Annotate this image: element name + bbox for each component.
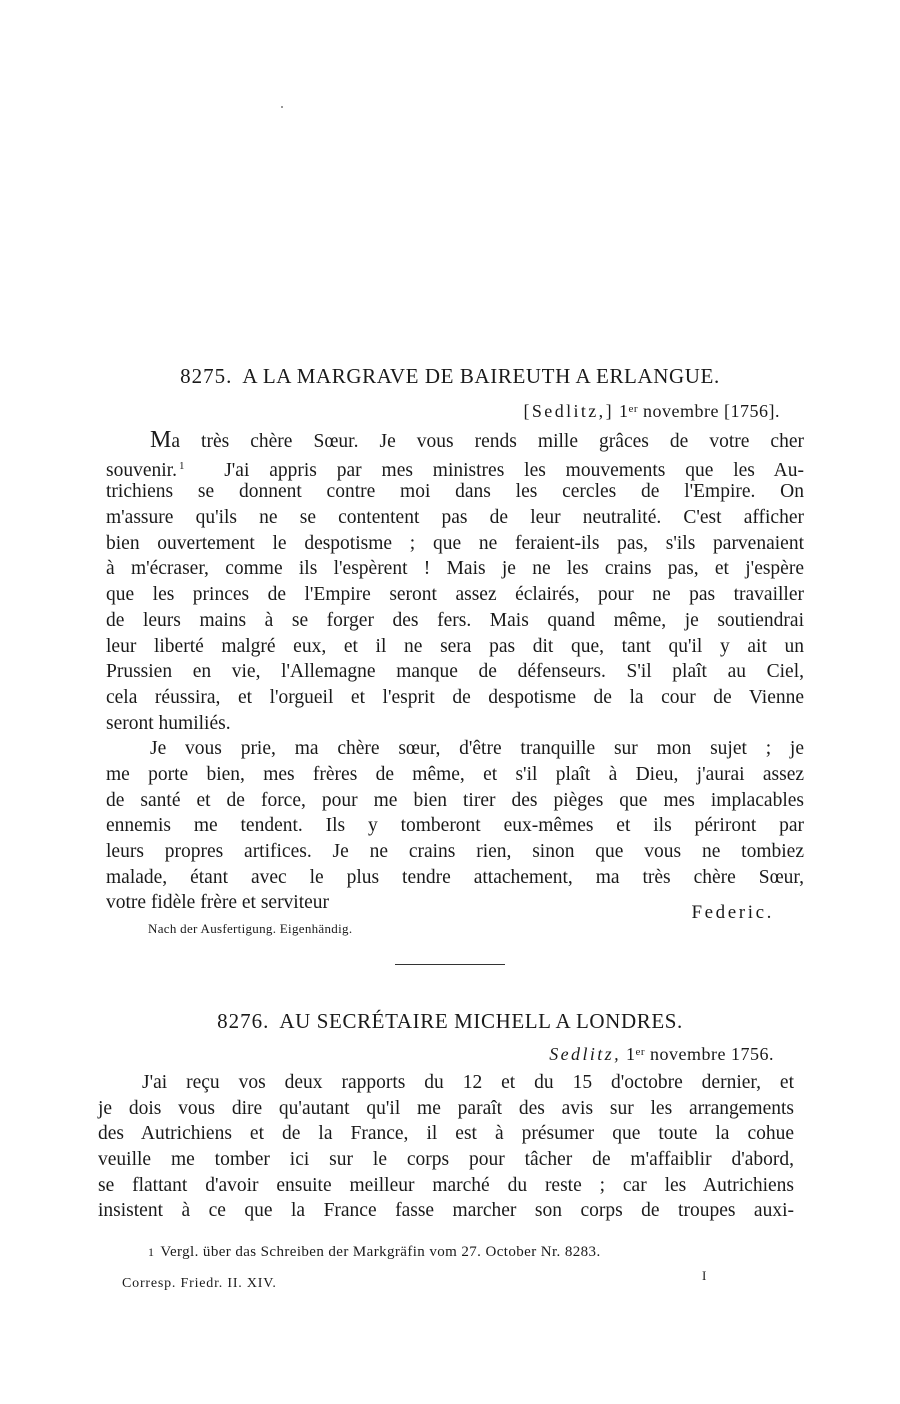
date-place: [Sedlitz,]	[523, 401, 614, 421]
date-day: 1	[625, 1044, 636, 1064]
text-line-content: m'assure qu'ils ne se contentent pas de leur neutralité. C'est afficher	[106, 507, 804, 529]
footnote	[148, 1244, 601, 1261]
text-line	[106, 865, 804, 891]
footnote-number: 1	[148, 1245, 155, 1259]
text-line-content: des Autrichiens et de la France, il est à présumer que toute la cohue	[98, 1123, 794, 1145]
text-line-content: Je vous prie, ma chère sœur, d'être tranquille sur mon sujet ; je	[150, 738, 804, 760]
text-line-content: me porte bien, mes frères de même, et s'il plaît à Dieu, j'aurai assez	[106, 763, 804, 785]
text-line-content: souvenir.	[106, 459, 177, 481]
footnote-text: Vergl. über das Schreiben der Markgräfin vom 27. October Nr. 8283.	[160, 1244, 601, 1260]
footnote-marker: 1	[178, 459, 185, 472]
text-line	[106, 428, 804, 454]
text-line-content: seront humiliés.	[106, 712, 231, 734]
text-line-content: que les princes de l'Empire seront assez éclairés, pour ne pas travailler	[106, 584, 804, 606]
letter-dateline	[524, 401, 781, 422]
text-line-content: trichiens se donnent contre moi dans les cercles de l'Empire. On	[106, 481, 804, 503]
date-day: 1	[618, 401, 629, 421]
date-place: Sedlitz,	[549, 1044, 621, 1064]
letter-body	[106, 428, 804, 916]
letter-dateline	[549, 1044, 774, 1065]
text-line-content: veuille me tomber ici sur le corps pour tâcher de m'affaiblir d'abord,	[98, 1149, 794, 1171]
text-line-content: a très chère Sœur. Je vous rends mille grâces de votre cher	[171, 431, 804, 452]
signature: Federic.	[691, 902, 774, 923]
text-line-content: votre fidèle frère et serviteur	[106, 892, 330, 914]
date-sup: er	[635, 1046, 646, 1058]
text-line	[106, 556, 804, 582]
text-line-content: leurs propres artifices. Je ne crains rien, sinon que vous ne tombiez	[106, 841, 804, 862]
text-line-content: leur liberté malgré eux, et il ne sera pas dit que, tant qu'il y ait un	[106, 635, 804, 657]
text-line	[106, 479, 804, 505]
text-line	[106, 505, 804, 531]
letter-heading-8275	[0, 364, 900, 389]
text-line	[106, 839, 804, 865]
initial-letter: M	[150, 427, 172, 453]
text-line	[106, 685, 804, 711]
date-rest: novembre 1756.	[650, 1044, 774, 1064]
text-line	[106, 634, 804, 660]
footer-signature-mark: Corresp. Friedr. II. XIV.	[122, 1276, 277, 1291]
text-line-content: Prussien en vie, l'Allemagne manque de défenseurs. S'il plaît au Ciel,	[106, 661, 804, 683]
text-line	[98, 1096, 794, 1122]
text-line-content: J'ai appris par mes ministres les mouvements que les Au-	[224, 459, 804, 481]
text-line-content: insistent à ce que la France fasse marcher son corps de troupes auxi-	[98, 1200, 794, 1222]
text-line	[106, 608, 804, 634]
text-line-content: cela réussira, et l'orgueil et l'esprit de despotisme de la cour de Vienne	[106, 686, 804, 708]
footer-sheet-number: I	[702, 1268, 707, 1283]
text-line	[106, 788, 804, 814]
text-line	[106, 454, 804, 480]
text-line	[106, 762, 804, 788]
text-line-content: à m'écraser, comme ils l'espèrent ! Mais je ne les crains pas, et j'espère	[106, 558, 804, 580]
source-note: Nach der Ausfertigung. Eigenhändig.	[148, 921, 353, 936]
text-line-content: je dois vous dire qu'autant qu'il me paraît des avis sur les arrangements	[98, 1097, 794, 1119]
text-line	[98, 1147, 794, 1173]
letter-number: 8275.	[180, 364, 233, 388]
text-line-content: de leurs mains à se forger des fers. Mais quand même, je soutiendrai	[106, 609, 804, 631]
text-line-content: ennemis me tendent. Ils y tomberont eux-mêmes et ils périront par	[106, 815, 804, 837]
letter-heading-8276	[0, 1009, 900, 1034]
text-line	[106, 659, 804, 685]
date-rest: novembre [1756].	[643, 401, 780, 421]
text-line	[106, 711, 804, 737]
letter-title: AU SECRÉTAIRE MICHELL A LONDRES.	[279, 1009, 683, 1033]
letter-title: A LA MARGRAVE DE BAIREUTH A ERLANGUE.	[242, 364, 720, 388]
text-line-content: bien ouvertement le despotisme ; que ne feraient-ils pas, s'ils parvenaient	[106, 532, 804, 554]
separator-rule	[395, 964, 505, 965]
text-line	[106, 736, 804, 762]
letter-body	[98, 1070, 794, 1224]
text-line	[98, 1070, 794, 1096]
text-line-content: J'ai reçu vos deux rapports du 12 et du 15 d'octobre dernier, et	[142, 1072, 794, 1093]
text-line-content: malade, étant avec le plus tendre attachement, ma très chère Sœur,	[106, 866, 804, 888]
text-line	[98, 1198, 794, 1224]
text-line-content: se flattant d'avoir ensuite meilleur marché du reste ; car les Autrichiens	[98, 1174, 794, 1196]
text-line	[106, 531, 804, 557]
text-line	[98, 1121, 794, 1147]
letter-number: 8276.	[217, 1009, 270, 1033]
text-line	[98, 1173, 794, 1199]
date-sup: er	[628, 403, 639, 415]
print-speck	[281, 106, 283, 108]
text-line	[106, 582, 804, 608]
text-line	[106, 813, 804, 839]
text-line-content: de santé et de force, pour me bien tirer des pièges que mes implacables	[106, 789, 804, 811]
